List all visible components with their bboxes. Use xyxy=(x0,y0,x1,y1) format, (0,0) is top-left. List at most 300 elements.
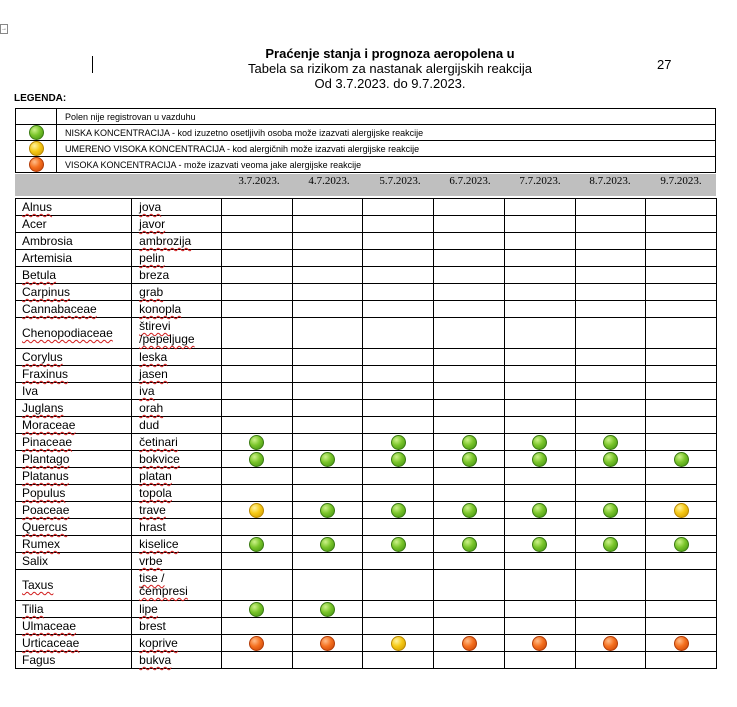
day-cell xyxy=(434,570,505,601)
day-cell xyxy=(646,451,717,468)
day-cell xyxy=(575,502,646,519)
latin-name xyxy=(16,536,132,553)
local-name-text: pelin xyxy=(139,251,165,265)
orange-dot-icon xyxy=(462,636,477,651)
date-header: 5.7.2023. xyxy=(379,175,421,187)
green-dot-icon xyxy=(462,503,477,518)
latin-name-text: Rumex xyxy=(22,537,61,551)
day-cell xyxy=(504,468,575,485)
day-cell xyxy=(292,536,363,553)
day-cell xyxy=(575,366,646,383)
day-cell xyxy=(292,417,363,434)
latin-name xyxy=(16,216,132,233)
day-cell xyxy=(363,601,434,618)
latin-name-text: Plantago xyxy=(22,452,70,466)
date-header-band xyxy=(15,174,716,196)
local-name xyxy=(132,618,222,635)
day-cell xyxy=(646,233,717,250)
day-cell xyxy=(222,451,293,468)
day-cell xyxy=(504,553,575,570)
day-cell xyxy=(434,318,505,349)
local-name-text: štirevi /pepeljuge xyxy=(139,319,195,346)
local-name-text: dud xyxy=(139,418,160,432)
latin-name-text: Moraceae xyxy=(22,418,76,432)
day-cell xyxy=(504,434,575,451)
local-name-text: hrast xyxy=(139,520,166,534)
day-cell xyxy=(434,553,505,570)
day-cell xyxy=(222,434,293,451)
day-cell xyxy=(363,485,434,502)
day-cell xyxy=(646,570,717,601)
legend-text: Polen nije registrovan u vazduhu xyxy=(57,109,716,125)
day-cell xyxy=(363,434,434,451)
yellow-dot-icon xyxy=(674,503,689,518)
local-name xyxy=(132,284,222,301)
local-name xyxy=(132,652,222,669)
local-name xyxy=(132,519,222,536)
day-cell xyxy=(292,652,363,669)
day-cell xyxy=(504,366,575,383)
legend-text: UMERENO VISOKA KONCENTRACIJA - kod alergičnih može izazvati alergijske reakcije xyxy=(57,141,716,157)
day-cell xyxy=(646,536,717,553)
latin-name xyxy=(16,233,132,250)
latin-name-text: Alnus xyxy=(22,200,53,214)
local-name xyxy=(132,468,222,485)
day-cell xyxy=(222,233,293,250)
latin-name xyxy=(16,284,132,301)
day-cell xyxy=(575,468,646,485)
day-cell xyxy=(646,417,717,434)
day-cell xyxy=(363,652,434,669)
day-cell xyxy=(504,652,575,669)
latin-name-text: Corylus xyxy=(22,350,63,364)
local-name xyxy=(132,601,222,618)
day-cell xyxy=(363,267,434,284)
day-cell xyxy=(363,570,434,601)
day-cell xyxy=(363,383,434,400)
local-name-text: lipe xyxy=(139,602,158,616)
day-cell xyxy=(434,635,505,652)
day-cell xyxy=(363,519,434,536)
day-cell xyxy=(292,284,363,301)
day-cell xyxy=(575,301,646,318)
table-row xyxy=(16,553,717,570)
latin-name xyxy=(16,434,132,451)
latin-name xyxy=(16,618,132,635)
local-name-text: javor xyxy=(139,217,166,231)
latin-name-text: Fagus xyxy=(22,653,56,667)
table-row xyxy=(16,400,717,417)
latin-name xyxy=(16,502,132,519)
yellow-dot-icon xyxy=(391,636,406,651)
green-dot-icon xyxy=(532,435,547,450)
day-cell xyxy=(363,250,434,267)
local-name xyxy=(132,451,222,468)
legend-swatch-high xyxy=(16,157,57,173)
day-cell xyxy=(292,519,363,536)
latin-name-text: Platanus xyxy=(22,469,69,483)
date-header: 9.7.2023. xyxy=(660,175,702,187)
day-cell xyxy=(504,250,575,267)
day-cell xyxy=(434,536,505,553)
text-cursor xyxy=(92,56,93,73)
day-cell xyxy=(363,301,434,318)
day-cell xyxy=(504,502,575,519)
local-name xyxy=(132,536,222,553)
day-cell xyxy=(504,601,575,618)
day-cell xyxy=(292,349,363,366)
latin-name xyxy=(16,451,132,468)
latin-name-text: Chenopodiaceae xyxy=(22,326,113,340)
day-cell xyxy=(575,434,646,451)
day-cell xyxy=(222,502,293,519)
day-cell xyxy=(575,199,646,216)
header xyxy=(200,46,580,91)
local-name xyxy=(132,199,222,216)
day-cell xyxy=(292,318,363,349)
day-cell xyxy=(222,553,293,570)
local-name-text: bukva xyxy=(139,653,172,667)
latin-name-text: Betula xyxy=(22,268,57,282)
day-cell xyxy=(646,468,717,485)
day-cell xyxy=(434,267,505,284)
day-cell xyxy=(222,383,293,400)
day-cell xyxy=(575,601,646,618)
green-dot-icon xyxy=(674,537,689,552)
green-dot-icon xyxy=(603,452,618,467)
table-row xyxy=(16,349,717,366)
day-cell xyxy=(504,485,575,502)
day-cell xyxy=(222,601,293,618)
day-cell xyxy=(575,519,646,536)
local-name-text: trave xyxy=(139,503,166,517)
date-header: 8.7.2023. xyxy=(589,175,631,187)
local-name xyxy=(132,434,222,451)
local-name-text: orah xyxy=(139,401,164,415)
day-cell xyxy=(504,400,575,417)
day-cell xyxy=(646,635,717,652)
day-cell xyxy=(363,284,434,301)
day-cell xyxy=(646,267,717,284)
latin-name xyxy=(16,250,132,267)
day-cell xyxy=(363,216,434,233)
day-cell xyxy=(434,250,505,267)
day-cell xyxy=(646,553,717,570)
day-cell xyxy=(504,233,575,250)
day-cell xyxy=(363,468,434,485)
green-dot-icon xyxy=(532,537,547,552)
orange-dot-icon xyxy=(249,636,264,651)
day-cell xyxy=(363,233,434,250)
day-cell xyxy=(646,652,717,669)
day-cell xyxy=(504,635,575,652)
day-cell xyxy=(292,570,363,601)
latin-name xyxy=(16,366,132,383)
day-cell xyxy=(363,199,434,216)
day-cell xyxy=(222,284,293,301)
day-cell xyxy=(504,570,575,601)
green-dot-icon xyxy=(249,435,264,450)
day-cell xyxy=(434,400,505,417)
page-title: Praćenje stanja i prognoza aeropolena u xyxy=(265,46,515,61)
legend-row xyxy=(16,157,716,173)
day-cell xyxy=(434,502,505,519)
latin-name xyxy=(16,400,132,417)
day-cell xyxy=(222,318,293,349)
legend-title: LEGENDA: xyxy=(14,93,67,104)
local-name-text: bokvice xyxy=(139,452,180,466)
day-cell xyxy=(363,536,434,553)
latin-name xyxy=(16,652,132,669)
date-range: Od 3.7.2023. do 9.7.2023. xyxy=(314,76,466,91)
latin-name xyxy=(16,383,132,400)
day-cell xyxy=(292,301,363,318)
green-dot-icon xyxy=(674,452,689,467)
green-dot-icon xyxy=(462,537,477,552)
day-cell xyxy=(292,485,363,502)
legend-row xyxy=(16,109,716,125)
local-name xyxy=(132,349,222,366)
latin-name-text: Artemisia xyxy=(22,251,73,265)
day-cell xyxy=(575,618,646,635)
latin-name xyxy=(16,199,132,216)
orange-dot-icon xyxy=(532,636,547,651)
day-cell xyxy=(575,250,646,267)
day-cell xyxy=(363,318,434,349)
legend-swatch-low xyxy=(16,125,57,141)
table-row xyxy=(16,383,717,400)
local-name-text: vrbe xyxy=(139,554,163,568)
day-cell xyxy=(575,553,646,570)
day-cell xyxy=(222,485,293,502)
table-row xyxy=(16,318,717,349)
day-cell xyxy=(504,519,575,536)
day-cell xyxy=(575,216,646,233)
local-name-text: topola xyxy=(139,486,172,500)
day-cell xyxy=(575,383,646,400)
day-cell xyxy=(434,652,505,669)
local-name xyxy=(132,366,222,383)
day-cell xyxy=(292,267,363,284)
day-cell xyxy=(222,301,293,318)
yellow-dot-icon xyxy=(249,503,264,518)
legend-swatch-none xyxy=(16,109,57,125)
legend-swatch-mid xyxy=(16,141,57,157)
day-cell xyxy=(646,301,717,318)
latin-name-text: Carpinus xyxy=(22,285,71,299)
day-cell xyxy=(575,284,646,301)
local-name-text: koprive xyxy=(139,636,178,650)
day-cell xyxy=(646,383,717,400)
latin-name-text: Acer xyxy=(22,217,47,231)
local-name xyxy=(132,233,222,250)
local-name xyxy=(132,570,222,601)
green-dot-icon xyxy=(320,503,335,518)
day-cell xyxy=(292,250,363,267)
latin-name-text: Populus xyxy=(22,486,66,500)
day-cell xyxy=(363,635,434,652)
day-cell xyxy=(646,485,717,502)
green-dot-icon xyxy=(603,537,618,552)
day-cell xyxy=(504,383,575,400)
table-row xyxy=(16,216,717,233)
latin-name-text: Pinaceae xyxy=(22,435,73,449)
day-cell xyxy=(222,618,293,635)
green-dot-icon xyxy=(532,452,547,467)
day-cell xyxy=(504,318,575,349)
day-cell xyxy=(222,199,293,216)
day-cell xyxy=(292,468,363,485)
day-cell xyxy=(575,635,646,652)
latin-name xyxy=(16,601,132,618)
day-cell xyxy=(646,519,717,536)
latin-name xyxy=(16,553,132,570)
green-dot-icon xyxy=(29,125,44,140)
table-row xyxy=(16,434,717,451)
green-dot-icon xyxy=(462,452,477,467)
day-cell xyxy=(434,601,505,618)
latin-name-text: Poaceae xyxy=(22,503,70,517)
day-cell xyxy=(222,652,293,669)
local-name xyxy=(132,267,222,284)
legend-row xyxy=(16,141,716,157)
day-cell xyxy=(363,451,434,468)
day-cell xyxy=(504,536,575,553)
local-name-text: grab xyxy=(139,285,164,299)
day-cell xyxy=(575,233,646,250)
local-name-text: ambrozija xyxy=(139,234,192,248)
table-row xyxy=(16,601,717,618)
local-name xyxy=(132,318,222,349)
orange-dot-icon xyxy=(674,636,689,651)
green-dot-icon xyxy=(249,537,264,552)
table-row xyxy=(16,652,717,669)
date-header: 4.7.2023. xyxy=(308,175,350,187)
latin-name-text: Tilia xyxy=(22,602,44,616)
green-dot-icon xyxy=(249,602,264,617)
day-cell xyxy=(646,216,717,233)
orange-dot-icon xyxy=(29,157,44,172)
local-name-text: kiselice xyxy=(139,537,179,551)
day-cell xyxy=(363,618,434,635)
latin-name-text: Fraxinus xyxy=(22,367,69,381)
latin-name-text: Taxus xyxy=(22,578,54,592)
table-row xyxy=(16,618,717,635)
anchor-icon: → xyxy=(1,26,7,32)
day-cell xyxy=(292,635,363,652)
day-cell xyxy=(646,250,717,267)
latin-name-text: Cannabaceae xyxy=(22,302,97,316)
day-cell xyxy=(434,349,505,366)
day-cell xyxy=(222,267,293,284)
local-name xyxy=(132,485,222,502)
orange-dot-icon xyxy=(320,636,335,651)
day-cell xyxy=(292,451,363,468)
day-cell xyxy=(504,216,575,233)
day-cell xyxy=(575,536,646,553)
legend-row xyxy=(16,125,716,141)
local-name xyxy=(132,400,222,417)
page-number: 27 xyxy=(657,57,672,72)
local-name-text: jasen xyxy=(139,367,168,381)
day-cell xyxy=(222,400,293,417)
local-name xyxy=(132,417,222,434)
day-cell xyxy=(646,199,717,216)
day-cell xyxy=(222,468,293,485)
latin-name xyxy=(16,570,132,601)
date-header: 6.7.2023. xyxy=(449,175,491,187)
day-cell xyxy=(646,618,717,635)
latin-name xyxy=(16,349,132,366)
green-dot-icon xyxy=(603,435,618,450)
local-name-text: platan xyxy=(139,469,172,483)
day-cell xyxy=(575,417,646,434)
day-cell xyxy=(434,216,505,233)
day-cell xyxy=(434,366,505,383)
day-cell xyxy=(575,570,646,601)
local-name xyxy=(132,383,222,400)
green-dot-icon xyxy=(391,503,406,518)
day-cell xyxy=(434,199,505,216)
table-row xyxy=(16,468,717,485)
day-cell xyxy=(292,216,363,233)
day-cell xyxy=(363,553,434,570)
local-name xyxy=(132,635,222,652)
latin-name xyxy=(16,301,132,318)
green-dot-icon xyxy=(320,537,335,552)
table-row xyxy=(16,451,717,468)
local-name-text: brest xyxy=(139,619,166,633)
local-name-text: breza xyxy=(139,268,170,282)
day-cell xyxy=(434,233,505,250)
day-cell xyxy=(504,417,575,434)
green-dot-icon xyxy=(391,452,406,467)
green-dot-icon xyxy=(320,602,335,617)
table-row xyxy=(16,366,717,383)
day-cell xyxy=(575,451,646,468)
table-row xyxy=(16,570,717,601)
table-row xyxy=(16,536,717,553)
green-dot-icon xyxy=(603,503,618,518)
latin-name xyxy=(16,417,132,434)
day-cell xyxy=(292,553,363,570)
local-name-text: leska xyxy=(139,350,168,364)
date-header: 3.7.2023. xyxy=(238,175,280,187)
local-name-text: jova xyxy=(139,200,162,214)
day-cell xyxy=(504,451,575,468)
day-cell xyxy=(222,366,293,383)
day-cell xyxy=(292,233,363,250)
latin-name xyxy=(16,485,132,502)
green-dot-icon xyxy=(462,435,477,450)
day-cell xyxy=(222,570,293,601)
local-name xyxy=(132,250,222,267)
table-row xyxy=(16,502,717,519)
day-cell xyxy=(222,216,293,233)
day-cell xyxy=(222,635,293,652)
latin-name-text: Iva xyxy=(22,384,39,398)
legend-text: NISKA KONCENTRACIJA - kod izuzetno osetljivih osoba može izazvati alergijske reakcije xyxy=(57,125,716,141)
day-cell xyxy=(504,199,575,216)
yellow-dot-icon xyxy=(29,141,44,156)
day-cell xyxy=(504,301,575,318)
latin-name xyxy=(16,635,132,652)
local-name-text: četinari xyxy=(139,435,178,449)
local-name-text: tise / čempresi xyxy=(139,571,188,598)
local-name-text: konopla xyxy=(139,302,182,316)
latin-name xyxy=(16,318,132,349)
pollen-table xyxy=(15,198,717,669)
